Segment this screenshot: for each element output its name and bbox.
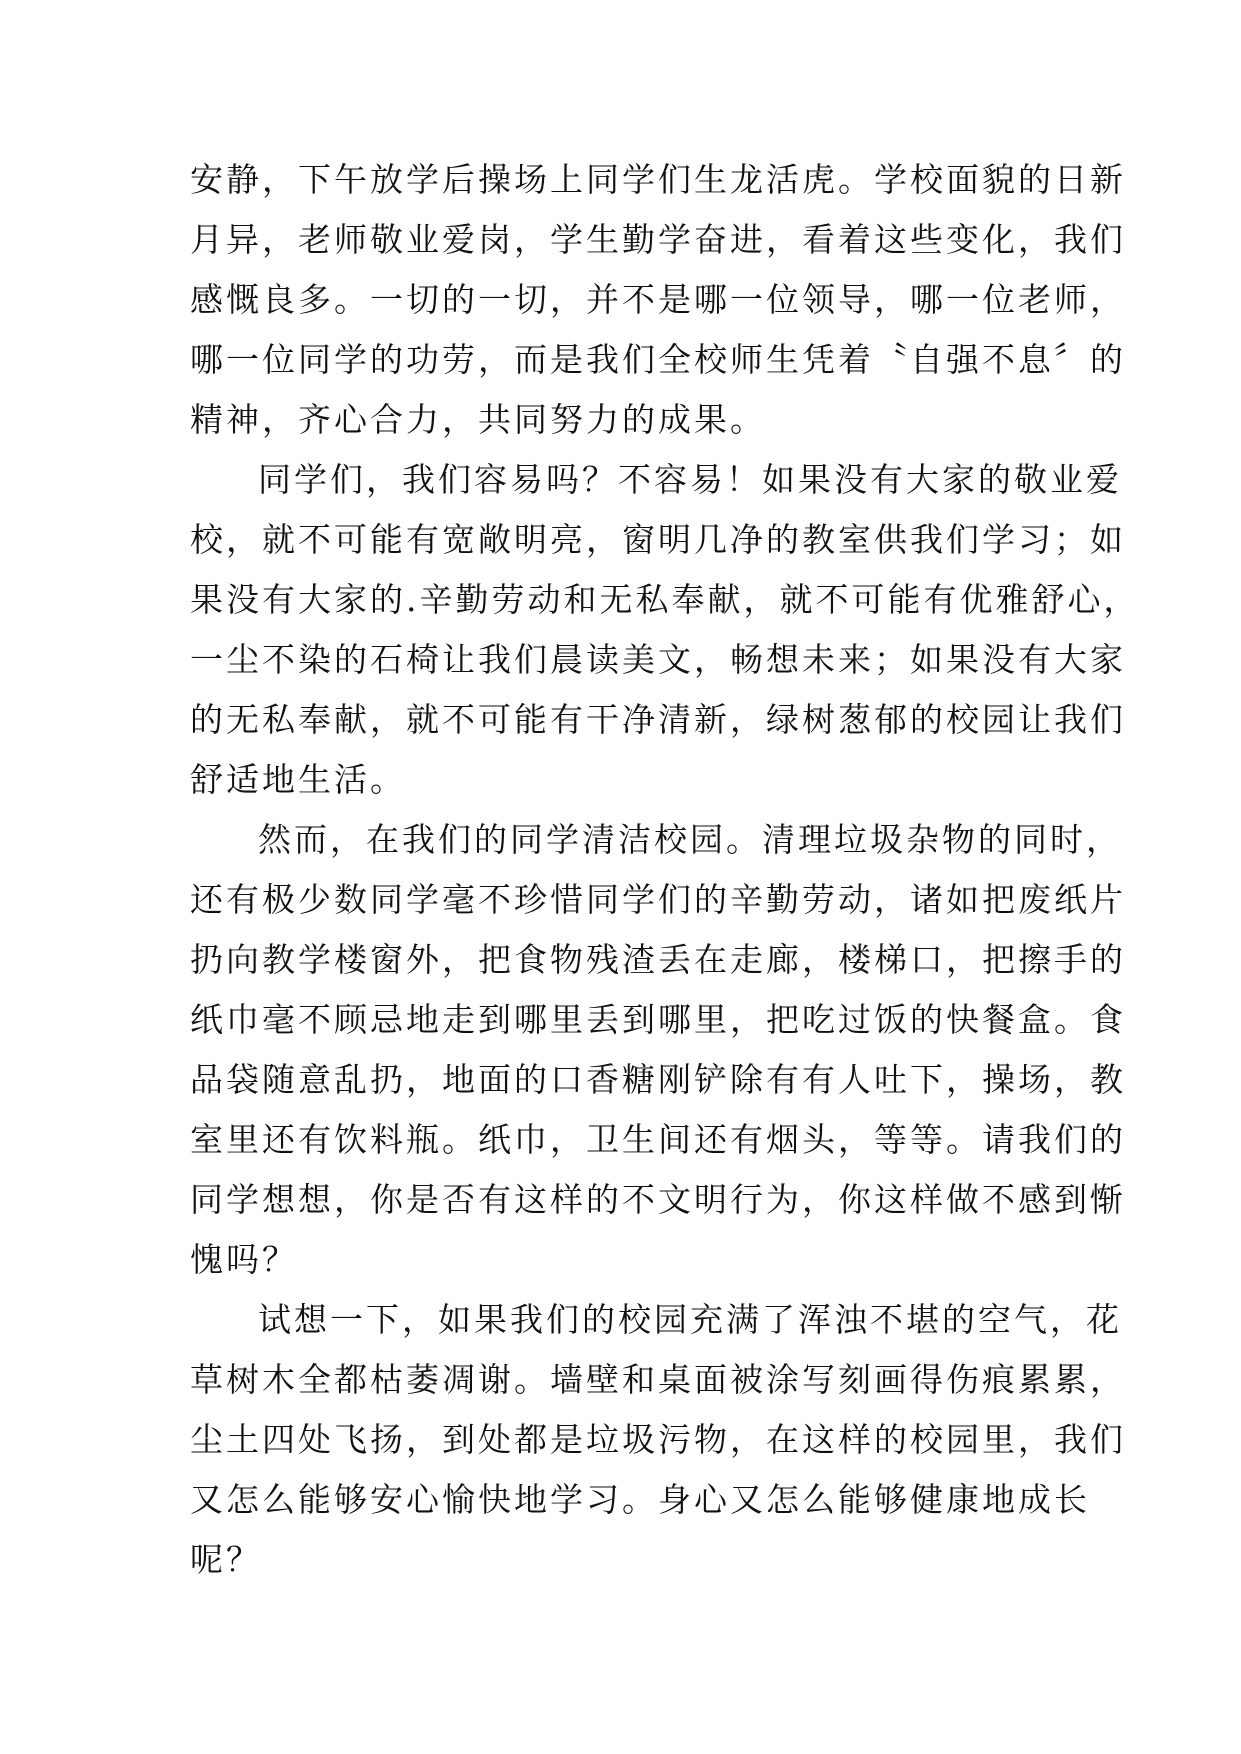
text-line: 的无私奉献，就不可能有干净清新，绿树葱郁的校园让我们 (190, 700, 1126, 739)
document-body (190, 150, 1140, 1590)
text-line: 感慨良多。一切的一切，并不是哪一位领导，哪一位老师， (190, 280, 1126, 319)
text-line: 扔向教学楼窗外，把食物残渣丢在走廊，楼梯口，把擦手的 (190, 940, 1126, 979)
text-line: 果没有大家的.辛勤劳动和无私奉献，就不可能有优雅舒心， (190, 580, 1140, 619)
text-line: 校，就不可能有宽敞明亮，窗明几净的教室供我们学习；如 (190, 520, 1126, 559)
text-line: 哪一位同学的功劳，而是我们全校师生凭着〝自强不息〞的 (190, 340, 1126, 379)
paragraph-4 (190, 1290, 1126, 1590)
paragraph-1 (190, 150, 1126, 450)
paragraph-3 (190, 810, 1126, 1290)
paragraph-2 (190, 450, 1140, 810)
text-line: 安静，下午放学后操场上同学们生龙活虎。学校面貌的日新 (190, 160, 1126, 199)
text-line: 尘土四处飞扬，到处都是垃圾污物，在这样的校园里，我们 (190, 1420, 1126, 1459)
text-line: 又怎么能够安心愉快地学习。身心又怎么能够健康地成长 (190, 1480, 1090, 1519)
text-line: 一尘不染的石椅让我们晨读美文，畅想未来；如果没有大家 (190, 640, 1126, 679)
text-line: 愧吗？ (190, 1240, 298, 1279)
text-line: 精神，齐心合力，共同努力的成果。 (190, 400, 766, 439)
text-line-indented: 然而，在我们的同学清洁校园。清理垃圾杂物的同时， (258, 820, 1122, 859)
text-line: 舒适地生活。 (190, 760, 406, 799)
text-line: 草树木全都枯萎凋谢。墙壁和桌面被涂写刻画得伤痕累累， (190, 1360, 1126, 1399)
text-line-indented: 同学们，我们容易吗？不容易！如果没有大家的敬业爱 (258, 460, 1122, 499)
text-line-indented: 试想一下，如果我们的校园充满了浑浊不堪的空气，花 (258, 1300, 1122, 1339)
text-line: 室里还有饮料瓶。纸巾，卫生间还有烟头，等等。请我们的 (190, 1120, 1126, 1159)
text-line: 品袋随意乱扔，地面的口香糖刚铲除有有人吐下，操场，教 (190, 1060, 1126, 1099)
text-line: 还有极少数同学毫不珍惜同学们的辛勤劳动，诸如把废纸片 (190, 880, 1126, 919)
text-line: 月异，老师敬业爱岗，学生勤学奋进，看着这些变化，我们 (190, 220, 1126, 259)
text-line: 呢？ (190, 1540, 262, 1579)
text-line: 纸巾毫不顾忌地走到哪里丢到哪里，把吃过饭的快餐盒。食 (190, 1000, 1126, 1039)
text-line: 同学想想，你是否有这样的不文明行为，你这样做不感到惭 (190, 1180, 1126, 1219)
